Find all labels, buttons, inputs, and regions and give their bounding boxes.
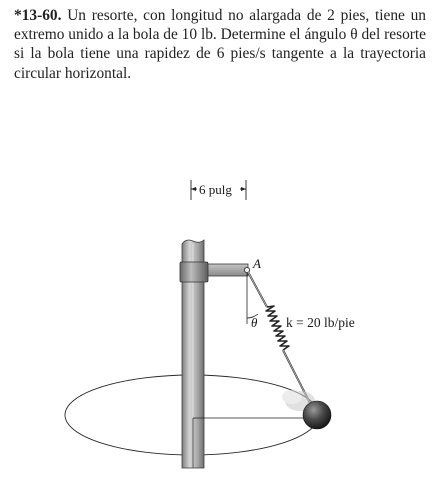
ball [303,401,331,429]
angle-theta-label: θ [251,315,258,330]
dimension-label: 6 pulg [199,182,232,197]
problem-text: Un resorte, con longitud no alargada de 2 pies, tiene un extremo unido a la bola de 10 lb. Determine el ángulo θ del resorte si la bola tiene una rapidez de 6 pies/s tangente a la trayectoria circular horizontal. [14,7,426,82]
point-a-label: A [253,256,261,271]
collar-arm [180,262,248,282]
problem-number: *13-60. [14,7,62,24]
radius-line [193,418,303,468]
dimension-6-pulg [191,180,246,200]
spring-constant-label: k = 20 lb/pie [286,315,355,330]
